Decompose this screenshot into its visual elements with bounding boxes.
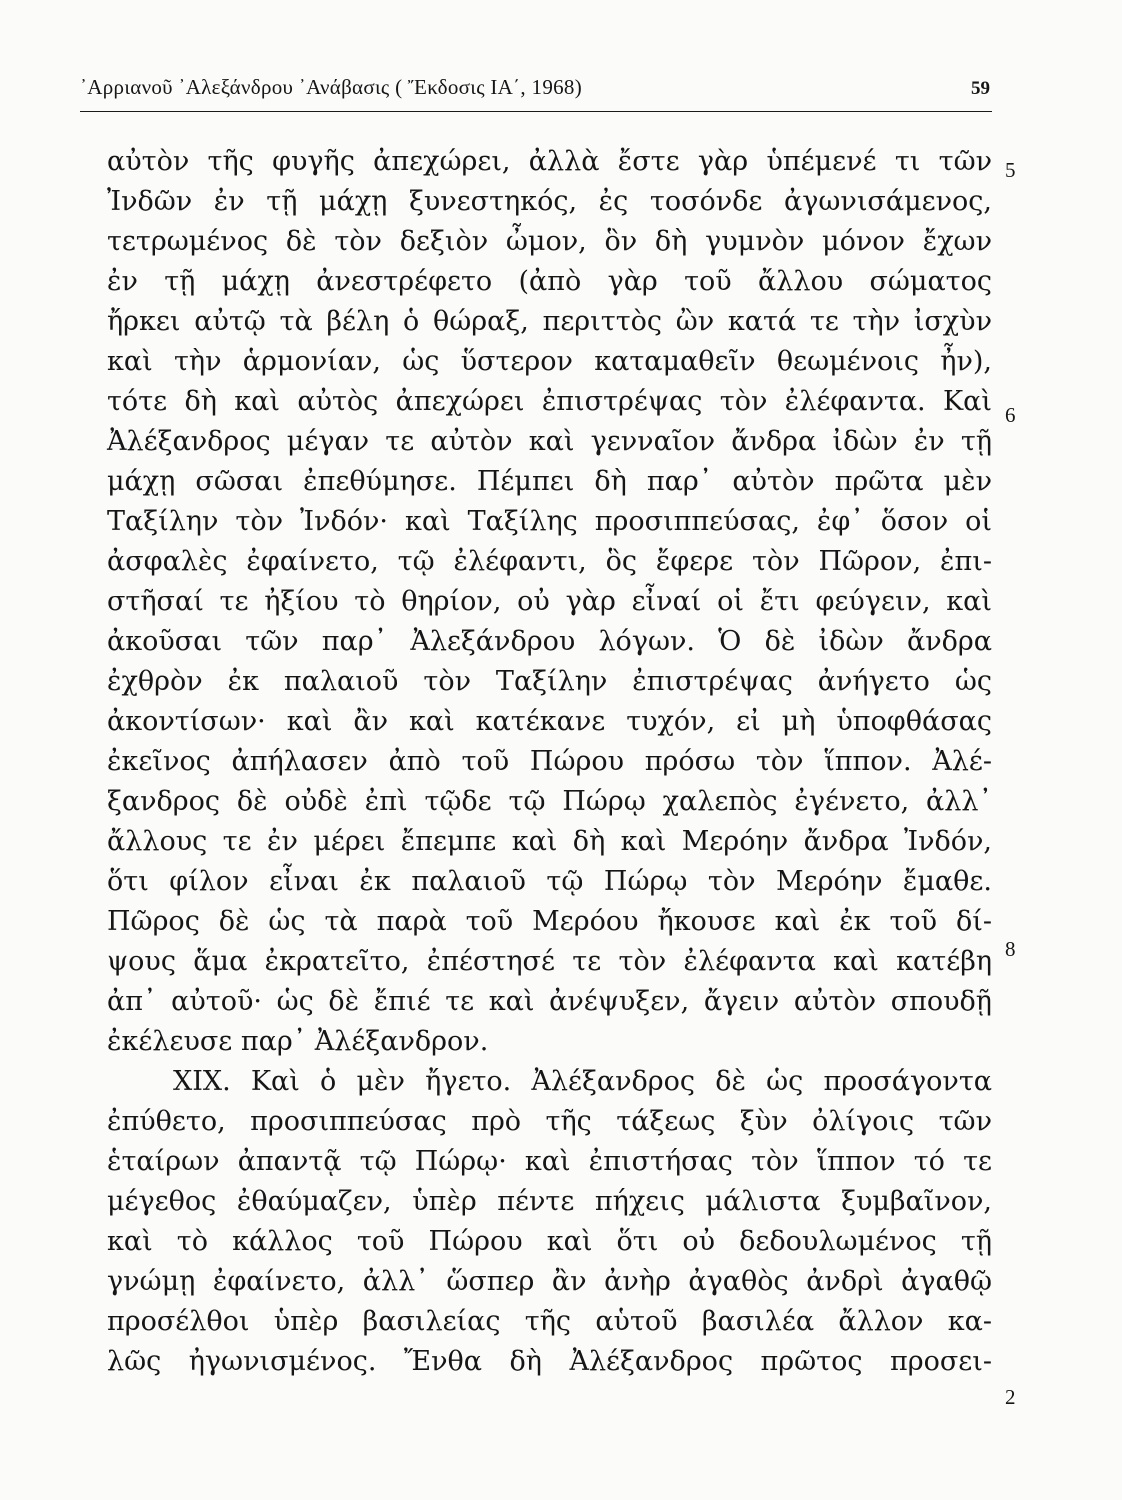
text-line: ἐχθρὸν ἐκ παλαιοῦ τὸν Ταξίλην ἐπιστρέψας ἀνήγετο ὡς <box>107 666 992 697</box>
text-line: Ἀλέξανδρος μέγαν τε αὐτὸν καὶ γενναῖον ἄνδρα ἰδὼν ἐν τῇ <box>107 426 992 457</box>
text-line: ἄλλους τε ἐν μέρει ἔπεμπε καὶ δὴ καὶ Μερόην ἄνδρα Ἰνδόν, <box>107 826 992 857</box>
text-line: αὐτὸν τῆς φυγῆς ἀπεχώρει, ἀλλὰ ἔστε γὰρ ὑπέμενέ τι τῶν <box>107 146 992 177</box>
text-line: ἐκέλευσε παρ᾿ Ἀλέξανδρον. <box>107 1026 489 1057</box>
text-line: ἤρκει αὐτῷ τὰ βέλη ὁ θώραξ, περιττὸς ὢν κατά τε τὴν ἰσχὺν <box>107 306 992 337</box>
text-line: τετρωμένος δὲ τὸν δεξιὸν ὦμον, ὃν δὴ γυμνὸν μόνον ἔχων <box>107 226 992 257</box>
chapter-start-line: XIX. Καὶ ὁ μὲν ἤγετο. Ἀλέξανδρος δὲ ὡς προσάγοντα <box>173 1066 992 1097</box>
section-number: 5 <box>1005 158 1016 182</box>
text-line: καὶ τὸ κάλλος τοῦ Πώρου καὶ ὅτι οὐ δεδουλωμένος τῇ <box>107 1226 992 1257</box>
text-line: ἀκοντίσων· καὶ ἂν καὶ κατέκανε τυχόν, εἰ μὴ ὑποφθάσας <box>107 706 992 737</box>
running-header <box>80 70 995 110</box>
section-number: 6 <box>1005 403 1016 427</box>
text-line: Ἰνδῶν ἐν τῇ μάχῃ ξυνεστηκός, ἐς τοσόνδε ἀγωνισάμενος, <box>107 186 992 217</box>
text-line: ξανδρος δὲ οὐδὲ ἐπὶ τῷδε τῷ Πώρῳ χαλεπὸς ἐγένετο, ἀλλ᾿ <box>107 786 992 817</box>
text-line: Πῶρος δὲ ὡς τὰ παρὰ τοῦ Μερόου ἤκουσε καὶ ἐκ τοῦ δί- <box>107 906 992 937</box>
text-line: μέγεθος ἐθαύμαζεν, ὑπὲρ πέντε πήχεις μάλιστα ξυμβαῖνον, <box>107 1186 992 1217</box>
section-number: 2 <box>1005 1385 1016 1409</box>
header-rule <box>80 111 992 112</box>
text-line: ἐκεῖνος ἀπήλασεν ἀπὸ τοῦ Πώρου πρόσω τὸν ἵππον. Ἀλέ- <box>107 746 992 777</box>
text-line: γνώμῃ ἐφαίνετο, ἀλλ᾿ ὥσπερ ἂν ἀνὴρ ἀγαθὸς ἀνδρὶ ἀγαθῷ <box>107 1266 992 1297</box>
text-line: προσέλθοι ὑπὲρ βασιλείας τῆς αὑτοῦ βασιλέα ἄλλον κα- <box>107 1306 992 1337</box>
text-line: ἑταίρων ἀπαντᾷ τῷ Πώρῳ· καὶ ἐπιστήσας τὸν ἵππον τό τε <box>107 1146 992 1177</box>
page-number: 59 <box>971 78 990 99</box>
text-line: ἀσφαλὲς ἐφαίνετο, τῷ ἐλέφαντι, ὃς ἔφερε τὸν Πῶρον, ἐπι- <box>107 546 992 577</box>
text-line: στῆσαί τε ἠξίου τὸ θηρίον, οὐ γὰρ εἶναί οἱ ἔτι φεύγειν, καὶ <box>107 586 992 617</box>
text-line: ἀπ᾿ αὐτοῦ· ὡς δὲ ἔπιέ τε καὶ ἀνέψυξεν, ἄγειν αὐτὸν σπουδῇ <box>107 986 992 1017</box>
text-line: τότε δὴ καὶ αὐτὸς ἀπεχώρει ἐπιστρέψας τὸν ἐλέφαντα. Καὶ <box>107 386 992 417</box>
text-line: ἀκοῦσαι τῶν παρ᾿ Ἀλεξάνδρου λόγων. Ὁ δὲ ἰδὼν ἄνδρα <box>107 626 992 657</box>
text-line: ὅτι φίλον εἶναι ἐκ παλαιοῦ τῷ Πώρῳ τὸν Μερόην ἔμαθε. <box>107 866 992 897</box>
text-line: ἐν τῇ μάχῃ ἀνεστρέφετο (ἀπὸ γὰρ τοῦ ἄλλου σώματος <box>107 266 992 297</box>
text-line: μάχῃ σῶσαι ἐπεθύμησε. Πέμπει δὴ παρ᾿ αὐτὸν πρῶτα μὲν <box>107 466 992 497</box>
text-line: καὶ τὴν ἁρμονίαν, ὡς ὕστερον καταμαθεῖν θεωμένοις ἦν), <box>107 346 992 377</box>
text-line: ἐπύθετο, προσιππεύσας πρὸ τῆς τάξεως ξὺν ὀλίγοις τῶν <box>107 1106 992 1137</box>
section-number: 8 <box>1005 937 1016 961</box>
running-title: ᾿Αρριανοῦ ᾿Αλεξάνδρου ᾿Ανάβασις ( Ἔκδοσις ΙΑ΄, 1968) <box>80 75 583 99</box>
text-line: ψους ἅμα ἐκρατεῖτο, ἐπέστησέ τε τὸν ἐλέφαντα καὶ κατέβη <box>107 946 992 977</box>
text-line: λῶς ἠγωνισμένος. Ἔνθα δὴ Ἀλέξανδρος πρῶτος προσει- <box>107 1346 992 1377</box>
text-line: Ταξίλην τὸν Ἰνδόν· καὶ Ταξίλης προσιππεύσας, ἐφ᾿ ὅσον οἱ <box>107 506 992 537</box>
